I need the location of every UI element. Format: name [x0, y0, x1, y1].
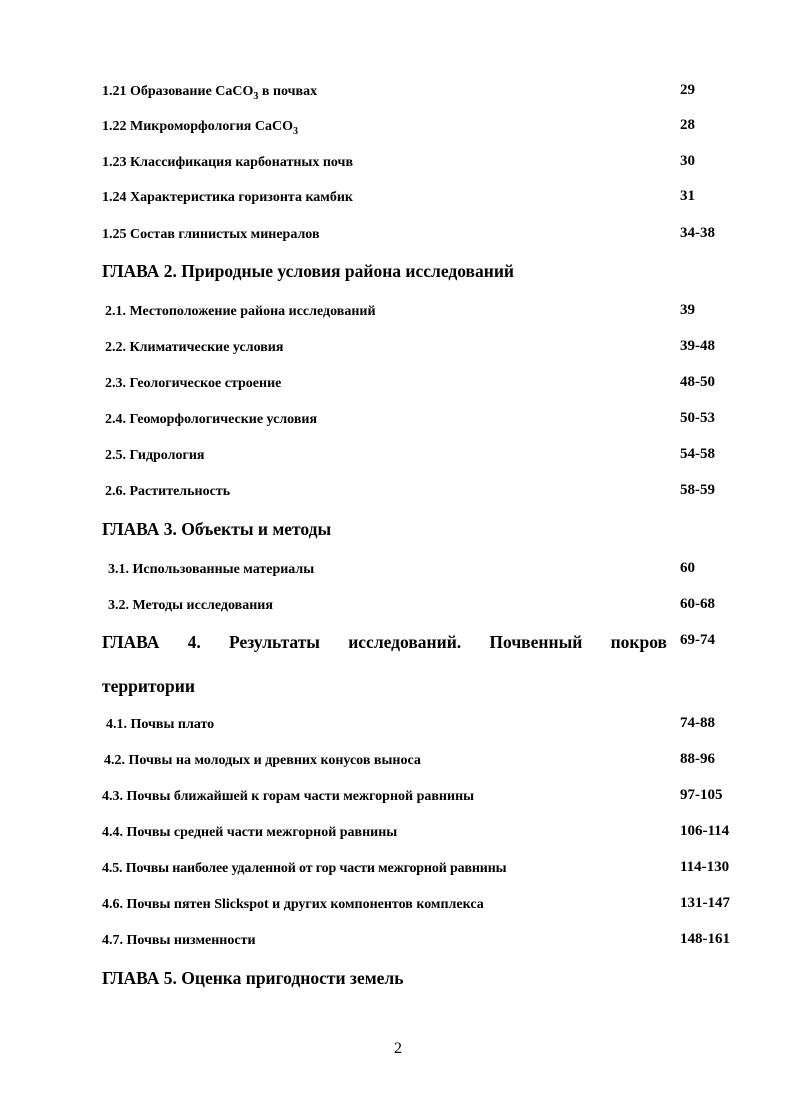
toc-entry-page: 30	[680, 153, 695, 169]
toc-entry	[0, 374, 796, 398]
toc-entry-page: 39-48	[680, 338, 715, 354]
toc-entry	[0, 338, 796, 362]
chapter-heading: ГЛАВА 2. Природные условия района исследований	[102, 261, 515, 281]
toc-entry	[0, 188, 796, 212]
toc-entry-page: 148-161	[680, 931, 730, 947]
toc-entry-title: 2.1. Местоположение района исследований	[105, 304, 376, 319]
chapter-heading-word: покров	[610, 632, 667, 652]
toc-entry	[0, 715, 796, 739]
chapter-heading-continuation: территории	[102, 676, 195, 696]
toc-entry-title: 4.6. Почвы пятен Slickspot и других компонентов комплекса	[102, 897, 484, 912]
chapter-heading-word: ГЛАВА	[102, 632, 160, 652]
toc-entry	[0, 751, 796, 775]
toc-entry-title: 4.3. Почвы ближайшей к горам части межгорной равнины	[102, 789, 475, 804]
toc-entry-page: 97-105	[680, 787, 723, 803]
toc-entry-title: 1.22 Микроморфология CaCO$_3$	[102, 119, 298, 137]
toc-entry	[0, 153, 796, 177]
toc-entry-title: 4.7. Почвы низменности	[102, 933, 256, 948]
toc-entry-title: 4.2. Почвы на молодых и древних конусов выноса	[104, 753, 421, 768]
chapter-heading-word: Результаты	[228, 632, 320, 652]
toc-entry	[0, 82, 796, 106]
toc-entry-page: 69-74	[680, 632, 715, 648]
toc-entry	[0, 787, 796, 811]
toc-entry-title: 2.3. Геологическое строение	[105, 376, 282, 391]
toc-entry-page: 60-68	[680, 596, 715, 612]
toc-entry-page: 106-114	[680, 823, 730, 839]
toc-entry	[0, 596, 796, 620]
toc-entry-title: 4.5. Почвы наиболее удаленной от гор части межгорной равнины	[102, 861, 507, 876]
toc-entry-title: 2.5. Гидрология	[105, 448, 205, 463]
toc-entry-page: 48-50	[680, 374, 715, 390]
toc-entry-title: 4.1. Почвы плато	[106, 717, 215, 732]
toc-entry-title: 1.24 Характеристика горизонта камбик	[102, 190, 353, 205]
toc-entry-page: 29	[680, 82, 695, 98]
toc-entry-title: 3.1. Использованные материалы	[108, 562, 315, 577]
toc-entry	[0, 410, 796, 434]
chapter-heading-word: Почвенный	[489, 632, 583, 652]
toc-entry-page: 39	[680, 302, 695, 318]
chapter-heading: ГЛАВА 5. Оценка пригодности земель	[102, 968, 404, 988]
toc-entry-title: 2.4. Геоморфологические условия	[105, 412, 318, 427]
chapter-heading-justified	[102, 632, 667, 653]
toc-entry-page: 114-130	[680, 859, 730, 875]
page-number: 2	[394, 1040, 402, 1057]
toc-entry	[0, 482, 796, 506]
toc-entry-title: 3.2. Методы исследования	[108, 598, 273, 613]
chapter-heading: ГЛАВА 3. Объекты и методы	[102, 519, 332, 539]
toc-entry-page: 31	[680, 188, 695, 204]
toc-entry	[0, 859, 796, 883]
toc-entry	[0, 446, 796, 470]
toc-entry-page: 74-88	[680, 715, 715, 731]
toc-entry-page: 60	[680, 560, 695, 576]
toc-entry-title: 1.25 Состав глинистых минералов	[102, 227, 320, 242]
toc-entry-title: 1.21 Образование CaCO$_3$ в почвах	[102, 84, 318, 102]
toc-entry	[0, 823, 796, 847]
toc-entry-page: 131-147	[680, 895, 730, 911]
toc-entry-page: 58-59	[680, 482, 715, 498]
chapter-heading-word: исследований.	[348, 632, 462, 652]
chapter-heading-word: 4.	[187, 632, 201, 652]
toc-entry-page: 34-38	[680, 225, 715, 241]
toc-entry-page: 28	[680, 117, 695, 133]
toc-entry-title: 2.2. Климатические условия	[105, 340, 284, 355]
toc-entry-title: 2.6. Растительность	[105, 484, 231, 499]
toc-entry-title: 1.23 Классификация карбонатных почв	[102, 155, 354, 170]
toc-entry-title: 4.4. Почвы средней части межгорной равнины	[102, 825, 398, 840]
toc-entry	[0, 117, 796, 141]
toc-entry-page: 50-53	[680, 410, 715, 426]
toc-entry-page: 54-58	[680, 446, 715, 462]
toc-entry	[0, 931, 796, 955]
toc-entry	[0, 560, 796, 584]
toc-entry	[0, 895, 796, 919]
toc-entry-page: 88-96	[680, 751, 715, 767]
toc-entry	[0, 225, 796, 249]
toc-entry	[0, 302, 796, 326]
